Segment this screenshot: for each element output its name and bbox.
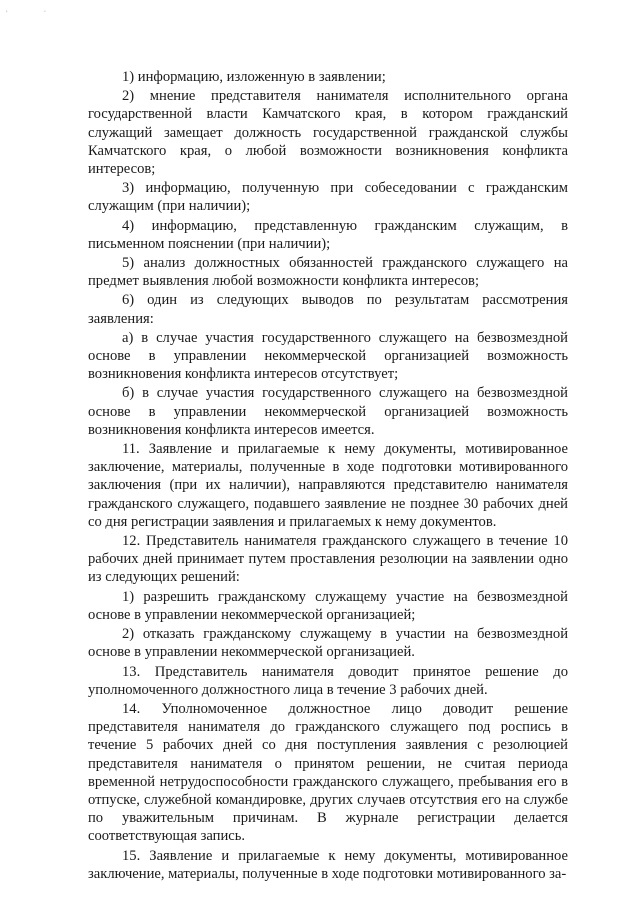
paragraph: 11. Заявление и прилагаемые к нему документы, мотивированное заключение, материалы, полученные в ходе подготовки мотивированного заключения (при их наличии), направляются представителю нанимателя гражданского служащего, подавшего заявление не позднее 30 рабочих дней со дня регистрации заявления и прилагаемых к нему документов. xyxy=(88,441,568,530)
paragraph: 2) отказать гражданскому служащему в участии на безвозмездной основе в управлении некоммерческой организацией. xyxy=(88,626,568,661)
paragraph: 4) информацию, представленную гражданским служащим, в письменном пояснении (при наличии); xyxy=(88,217,568,252)
scan-mark: ʼ xyxy=(44,10,46,17)
paragraph: 14. Уполномоченное должностное лицо доводит решение представителя нанимателя до гражданского служащего под роспись в течение 5 рабочих дней со дня поступления заявления с резолюцией представителя нанимателя о принятом решении, не считая периода временной нетрудоспособности гражданского служащего, пребывания его в отпуске, служебной командировке, других случаев отсутствия его на службе по уважительным причинам. В журнале регистрации делается соответствующая запись. xyxy=(88,700,568,845)
paragraph: 15. Заявление и прилагаемые к нему документы, мотивированное заключение, материалы, полученные в ходе подготовки мотивированного за- xyxy=(88,847,568,882)
scan-mark: ' xyxy=(6,10,8,17)
paragraph: б) в случае участия государственного служащего на безвозмездной основе в управлении некоммерческой организацией возможность возникновения конфликта интересов имеется. xyxy=(88,385,568,438)
paragraph: 1) разрешить гражданскому служащему участие на безвозмездной основе в управлении некоммерческой организацией; xyxy=(88,588,568,623)
paragraph: 3) информацию, полученную при собеседовании с гражданским служащим (при наличии); xyxy=(88,180,568,215)
paragraph: 1) информацию, изложенную в заявлении; xyxy=(122,69,386,85)
paragraph: 6) один из следующих выводов по результатам рассмотрения заявления: xyxy=(88,292,568,327)
document-body xyxy=(88,68,568,884)
paragraph: 12. Представитель нанимателя гражданского служащего в течение 10 рабочих дней принимает путем проставления резолюции на заявлении одно из следующих решений: xyxy=(88,533,568,586)
paragraph: 13. Представитель нанимателя доводит принятое решение до уполномоченного должностного лица в течение 3 рабочих дней. xyxy=(88,663,568,698)
paragraph: 2) мнение представителя нанимателя исполнительного органа государственной власти Камчатского края, в котором гражданский служащий замещает должность государственной гражданской службы Камчатского края, о любой возможности возникновения конфликта интересов; xyxy=(88,88,568,178)
paragraph: 5) анализ должностных обязанностей гражданского служащего на предмет выявления любой возможности конфликта интересов; xyxy=(88,255,568,290)
paragraph: а) в случае участия государственного служащего на безвозмездной основе в управлении некоммерческой организацией возможность возникновения конфликта интересов отсутствует; xyxy=(88,329,568,383)
